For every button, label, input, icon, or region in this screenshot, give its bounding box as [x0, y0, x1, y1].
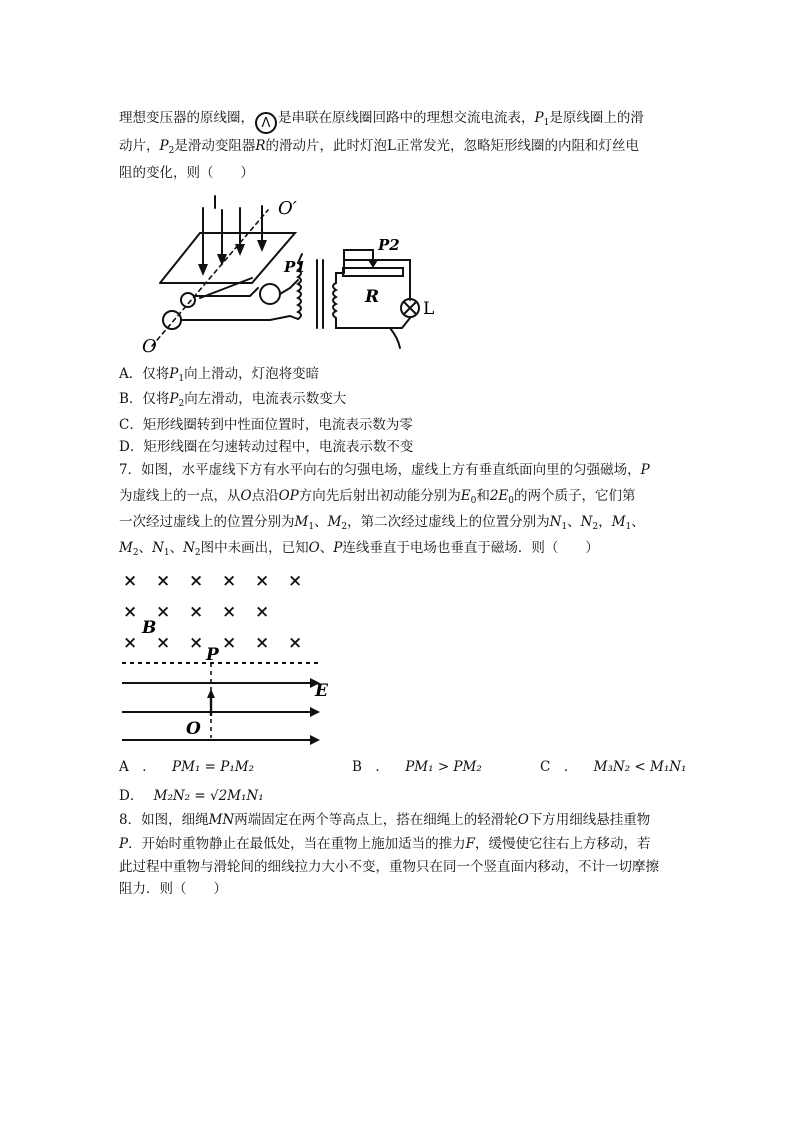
q7-subscript: 0	[508, 496, 515, 506]
q6-text: 是滑动变阻器	[174, 138, 256, 154]
q6-generator-figure	[140, 188, 440, 358]
q7-subscript: 2	[592, 522, 599, 532]
q6-stem-line3	[119, 163, 254, 183]
option-symbol: P	[169, 366, 179, 382]
q7-subscript: 2	[132, 548, 139, 558]
q7-subscript: 1	[163, 548, 170, 558]
option-text: 向左滑动，电流表示数变大	[184, 391, 347, 407]
q7-subscript: 2	[341, 522, 348, 532]
option-subscript: 2	[178, 399, 185, 409]
label-o: O	[186, 719, 201, 739]
q7-option-b	[352, 757, 482, 777]
q8-symbol: O	[517, 812, 529, 828]
cross-marks	[123, 571, 302, 653]
option-label: C ．	[540, 759, 578, 775]
option-label: B ．	[352, 759, 389, 775]
q7-symbol: M	[327, 514, 342, 530]
q7-option-c	[540, 757, 686, 777]
cross-mark: ×	[222, 633, 237, 653]
label-o-prime: O′	[278, 198, 297, 219]
q7-symbol: OP	[278, 488, 299, 504]
cross-mark: ×	[288, 633, 303, 653]
label-r: R	[365, 287, 380, 307]
q7-symbol: 2E	[489, 488, 509, 504]
q7-text: 的两个质子，它们第	[514, 488, 636, 504]
q7-stem-line4	[119, 538, 599, 563]
q7-text: 一次经过虚线上的位置分别为	[119, 514, 295, 530]
q8-stem-line2	[119, 834, 650, 854]
option-label: A ．	[119, 759, 156, 775]
q6-option-b	[119, 389, 346, 414]
p2-subscript: 2	[168, 146, 175, 156]
q6-text: 理想变压器的原线圈，	[119, 110, 254, 126]
cross-mark: ×	[189, 633, 204, 653]
option-expression: M₂N₂ = √2M₁N₁	[153, 788, 264, 804]
p1-symbol: P	[534, 110, 544, 126]
cross-mark: ×	[123, 633, 138, 653]
option-expression: M₃N₂ < M₁N₁	[593, 759, 687, 775]
label-l: L	[423, 299, 435, 319]
option-text: D．矩形线圈在匀速转动过程中，电流表示数不变	[119, 439, 414, 455]
q7-stem-line1	[119, 460, 650, 480]
cross-mark: ×	[288, 571, 303, 591]
option-text: A．仅将	[119, 366, 170, 382]
q6-stem-line1	[119, 108, 644, 134]
option-label: D．	[119, 788, 144, 804]
q6-text: 阻的变化，则（ ）	[119, 165, 254, 181]
q7-symbol: M	[294, 514, 309, 530]
label-p2: P2	[378, 236, 400, 254]
q8-text: ．开始时重物静止在最低处，当在重物上施加适当的推力	[128, 836, 466, 852]
q7-symbol: N	[152, 540, 164, 556]
q7-text: ，第二次经过虚线上的位置分别为	[347, 514, 550, 530]
q8-stem-line1	[119, 810, 650, 830]
q6-text: 是串联在原线圈回路中的理想交流电流表，	[278, 110, 535, 126]
cross-mark: ×	[189, 602, 204, 622]
q8-text: 两端固定在两个等高点上，搭在细绳上的轻滑轮	[234, 812, 518, 828]
option-symbol: P	[169, 391, 179, 407]
q7-subscript: 1	[625, 522, 632, 532]
q6-text: 的滑动片，此时灯泡L正常发光，忽略矩形线圈的内阻和灯丝电	[265, 138, 639, 154]
q7-text: 、	[567, 514, 581, 530]
q7-symbol: O	[240, 488, 252, 504]
q7-text: 点沿	[251, 488, 279, 504]
q7-text: 7．如图，水平虚线下方有水平向右的匀强电场，虚线上方有垂直纸面向里的匀强磁场，	[119, 462, 641, 478]
q6-option-d	[119, 437, 413, 457]
q8-stem-line3	[119, 857, 659, 877]
q8-stem-line4	[119, 879, 227, 899]
option-expression: PM₁ > PM₂	[405, 759, 482, 775]
cross-mark: ×	[123, 602, 138, 622]
option-text: C．矩形线圈转到中性面位置时，电流表示数为零	[119, 417, 413, 433]
q7-subscript: 0	[470, 496, 477, 506]
q7-text: 方向先后射出初动能分别为	[298, 488, 461, 504]
q7-field-figure	[118, 568, 338, 748]
p2-symbol: P	[159, 138, 169, 154]
q7-text: 、	[169, 540, 184, 556]
q7-text: 连线垂直于电场也垂直于磁场．则（ ）	[342, 540, 599, 556]
option-text: B．仅将	[119, 391, 170, 407]
q7-subscript: 2	[194, 548, 201, 558]
cross-mark: ×	[222, 571, 237, 591]
q7-text: 、	[138, 540, 153, 556]
q7-text: ，	[598, 514, 612, 530]
q7-stem-line2	[119, 486, 636, 511]
q7-subscript: 1	[308, 522, 315, 532]
q7-symbol: N	[580, 514, 593, 530]
q7-symbol: O	[308, 540, 320, 556]
q6-option-c	[119, 415, 413, 435]
q7-symbol: E	[460, 488, 471, 504]
label-p1: P1	[284, 258, 306, 276]
cross-mark: ×	[255, 602, 270, 622]
cross-mark: ×	[255, 571, 270, 591]
q6-option-a	[119, 364, 319, 389]
q7-text: 、	[631, 514, 645, 530]
q7-symbol: P	[333, 540, 343, 556]
q7-option-d	[119, 786, 264, 806]
r-symbol: R	[255, 138, 266, 154]
q8-text: 8．如图，细绳	[119, 812, 209, 828]
cross-mark: ×	[255, 633, 270, 653]
label-p: P	[206, 645, 219, 665]
q7-symbol: N	[183, 540, 195, 556]
q8-symbol: P	[119, 836, 129, 852]
ammeter-icon: Λ	[255, 112, 277, 134]
q7-text: 、	[319, 540, 334, 556]
label-o: O	[142, 336, 157, 357]
option-subscript: 1	[178, 374, 185, 384]
q6-stem-line2	[119, 136, 639, 161]
q7-symbol: P	[640, 462, 650, 478]
q7-text: 、	[314, 514, 328, 530]
q7-symbol: M	[611, 514, 626, 530]
q7-text: 为虚线上的一点，从	[119, 488, 241, 504]
p1-subscript: 1	[543, 118, 550, 128]
label-e: E	[315, 681, 328, 701]
q7-option-a	[119, 757, 254, 777]
q7-symbol: N	[549, 514, 562, 530]
q8-text: 此过程中重物与滑轮间的细线拉力大小不变，重物只在同一个竖直面内移动，不计一切摩擦	[119, 859, 659, 875]
q8-text: 下方用细线悬挂重物	[528, 812, 651, 828]
cross-mark: ×	[222, 602, 237, 622]
q8-text: 阻力．则（ ）	[119, 881, 227, 897]
q7-subscript: 1	[561, 522, 568, 532]
option-text: 向上滑动，灯泡将变暗	[184, 366, 320, 382]
q7-text: 和	[476, 488, 490, 504]
q6-text: 动片，	[119, 138, 160, 154]
label-b: B	[142, 618, 157, 638]
option-expression: PM₁ = P₁M₂	[172, 759, 254, 775]
cross-mark: ×	[123, 571, 138, 591]
q6-text: 是原线圈上的滑	[549, 110, 644, 126]
cross-mark: ×	[156, 571, 171, 591]
q7-text: 图中未画出，已知	[200, 540, 309, 556]
q7-symbol: M	[119, 540, 133, 556]
cross-mark: ×	[189, 571, 204, 591]
q8-symbol: F	[465, 836, 475, 852]
q8-symbol: MN	[208, 812, 235, 828]
cross-mark: ×	[156, 602, 171, 622]
cross-mark: ×	[156, 633, 171, 653]
q7-stem-line3	[119, 512, 645, 537]
q8-text: ，缓慢使它往右上方移动，若	[474, 836, 651, 852]
